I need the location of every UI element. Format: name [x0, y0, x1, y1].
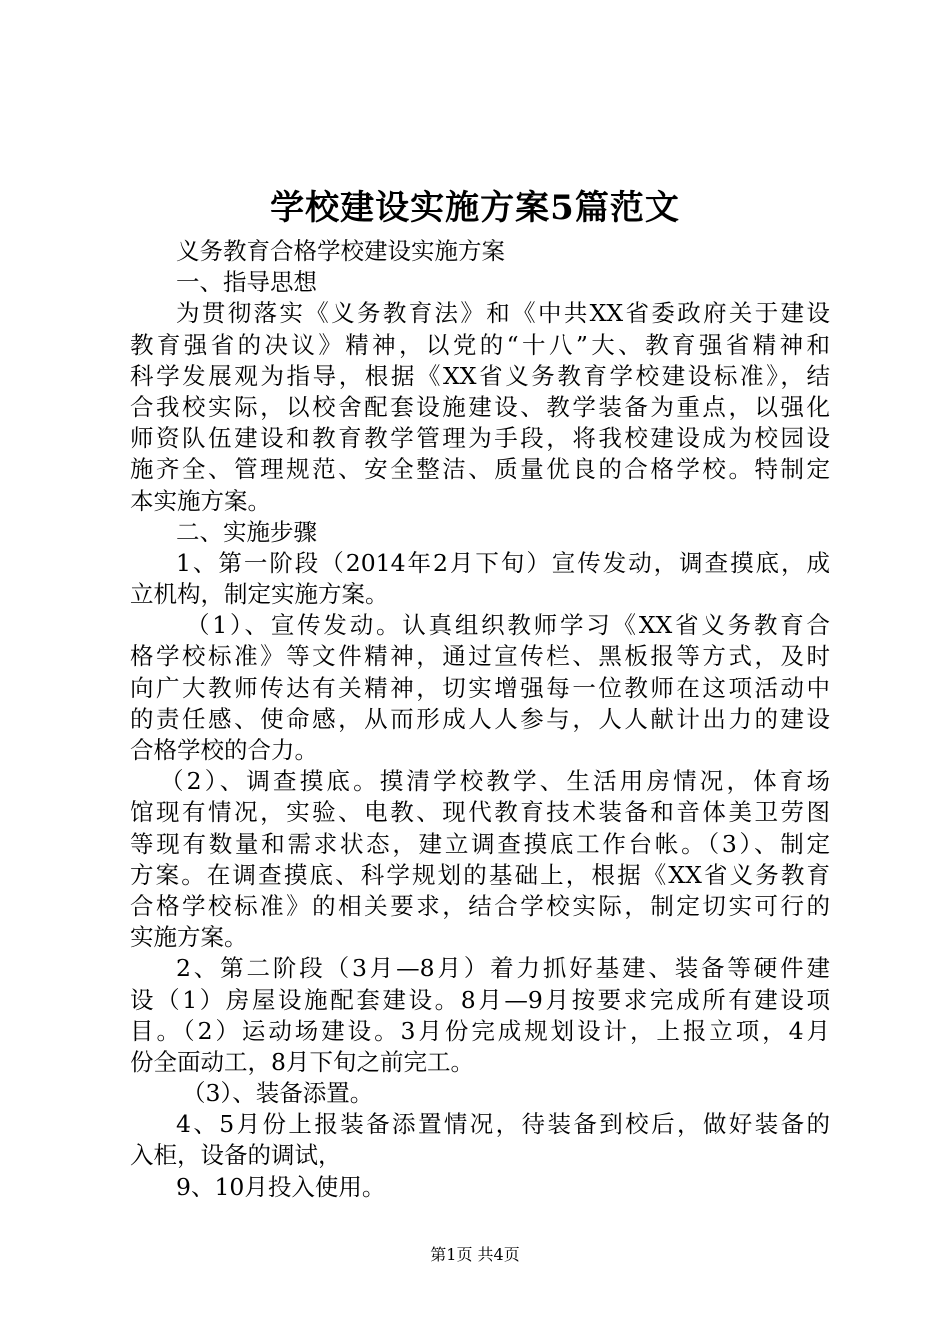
text-line: （2）、调查摸底。摸清学校教学、生活用房情况，体育场	[160, 767, 830, 796]
text-line: （1）、宣传发动。认真组织教师学习《XX省义务教育合	[186, 611, 830, 640]
text-line: 设（1）房屋设施配套建设。8月—9月按要求完成所有建设项	[130, 985, 830, 1014]
text-line: 师资队伍建设和教育教学管理为手段，将我校建设成为校园设	[130, 424, 830, 453]
text-line: 格学校标准》等文件精神，通过宣传栏、黑板报等方式，及时	[130, 642, 830, 671]
text-line: 合我校实际，以校舍配套设施建设、教学装备为重点，以强化	[130, 392, 830, 421]
text-line: 合格学校的合力。	[130, 736, 318, 764]
text-line: 目。（2）运动场建设。3月份完成规划设计，上报立项，4月	[130, 1016, 830, 1045]
text-line: 教育强省的决议》精神，以党的“十八”大、教育强省精神和	[130, 330, 830, 359]
text-line: 的责任感、使命感，从而形成人人参与，人人献计出力的建设	[130, 704, 830, 733]
text-line: （3）、装备添置。	[182, 1079, 374, 1108]
text-line: 二、实施步骤	[176, 517, 317, 546]
text-line: 9、10月投入使用。	[176, 1172, 386, 1201]
text-line: 入柜，设备的调试，	[130, 1141, 342, 1170]
text-line: 4、5月份上报装备添置情况，待装备到校后，做好装备的	[176, 1110, 830, 1139]
text-line: 馆现有情况，实验、电教、现代教育技术装备和音体美卫劳图	[130, 798, 830, 827]
text-line: 2、第二阶段（3月—8月）着力抓好基建、装备等硬件建	[176, 954, 830, 983]
text-line: 实施方案。	[130, 923, 248, 952]
text-line: 一、指导思想	[176, 268, 317, 297]
text-line: 为贯彻落实《义务教育法》和《中共XX省委政府关于建设	[176, 299, 830, 328]
text-line: 等现有数量和需求状态，建立调查摸底工作台帐。（3）、制定	[130, 829, 830, 858]
text-line: 1、第一阶段（2014年2月下旬）宣传发动，调查摸底，成	[176, 548, 830, 577]
text-line: 方案。在调查摸底、科学规划的基础上，根据《XX省义务教育	[130, 860, 830, 889]
text-line: 合格学校标准》的相关要求，结合学校实际，制定切实可行的	[130, 891, 830, 920]
text-line: 本实施方案。	[130, 486, 271, 515]
text-line: 向广大教师传达有关精神，切实增强每一位教师在这项活动中	[130, 673, 830, 702]
text-line: 份全面动工，8月下旬之前完工。	[130, 1047, 474, 1076]
page-title: 学校建设实施方案5篇范文	[270, 188, 680, 228]
page-footer: 第1页 共4页	[430, 1245, 520, 1264]
document-body	[130, 236, 830, 1203]
text-line: 施齐全、管理规范、安全整洁、质量优良的合格学校。特制定	[130, 455, 830, 484]
text-line: 义务教育合格学校建设实施方案	[176, 237, 505, 265]
text-line: 科学发展观为指导，根据《XX省义务教育学校建设标准》，结	[130, 361, 830, 390]
text-line: 立机构，制定实施方案。	[130, 580, 389, 609]
